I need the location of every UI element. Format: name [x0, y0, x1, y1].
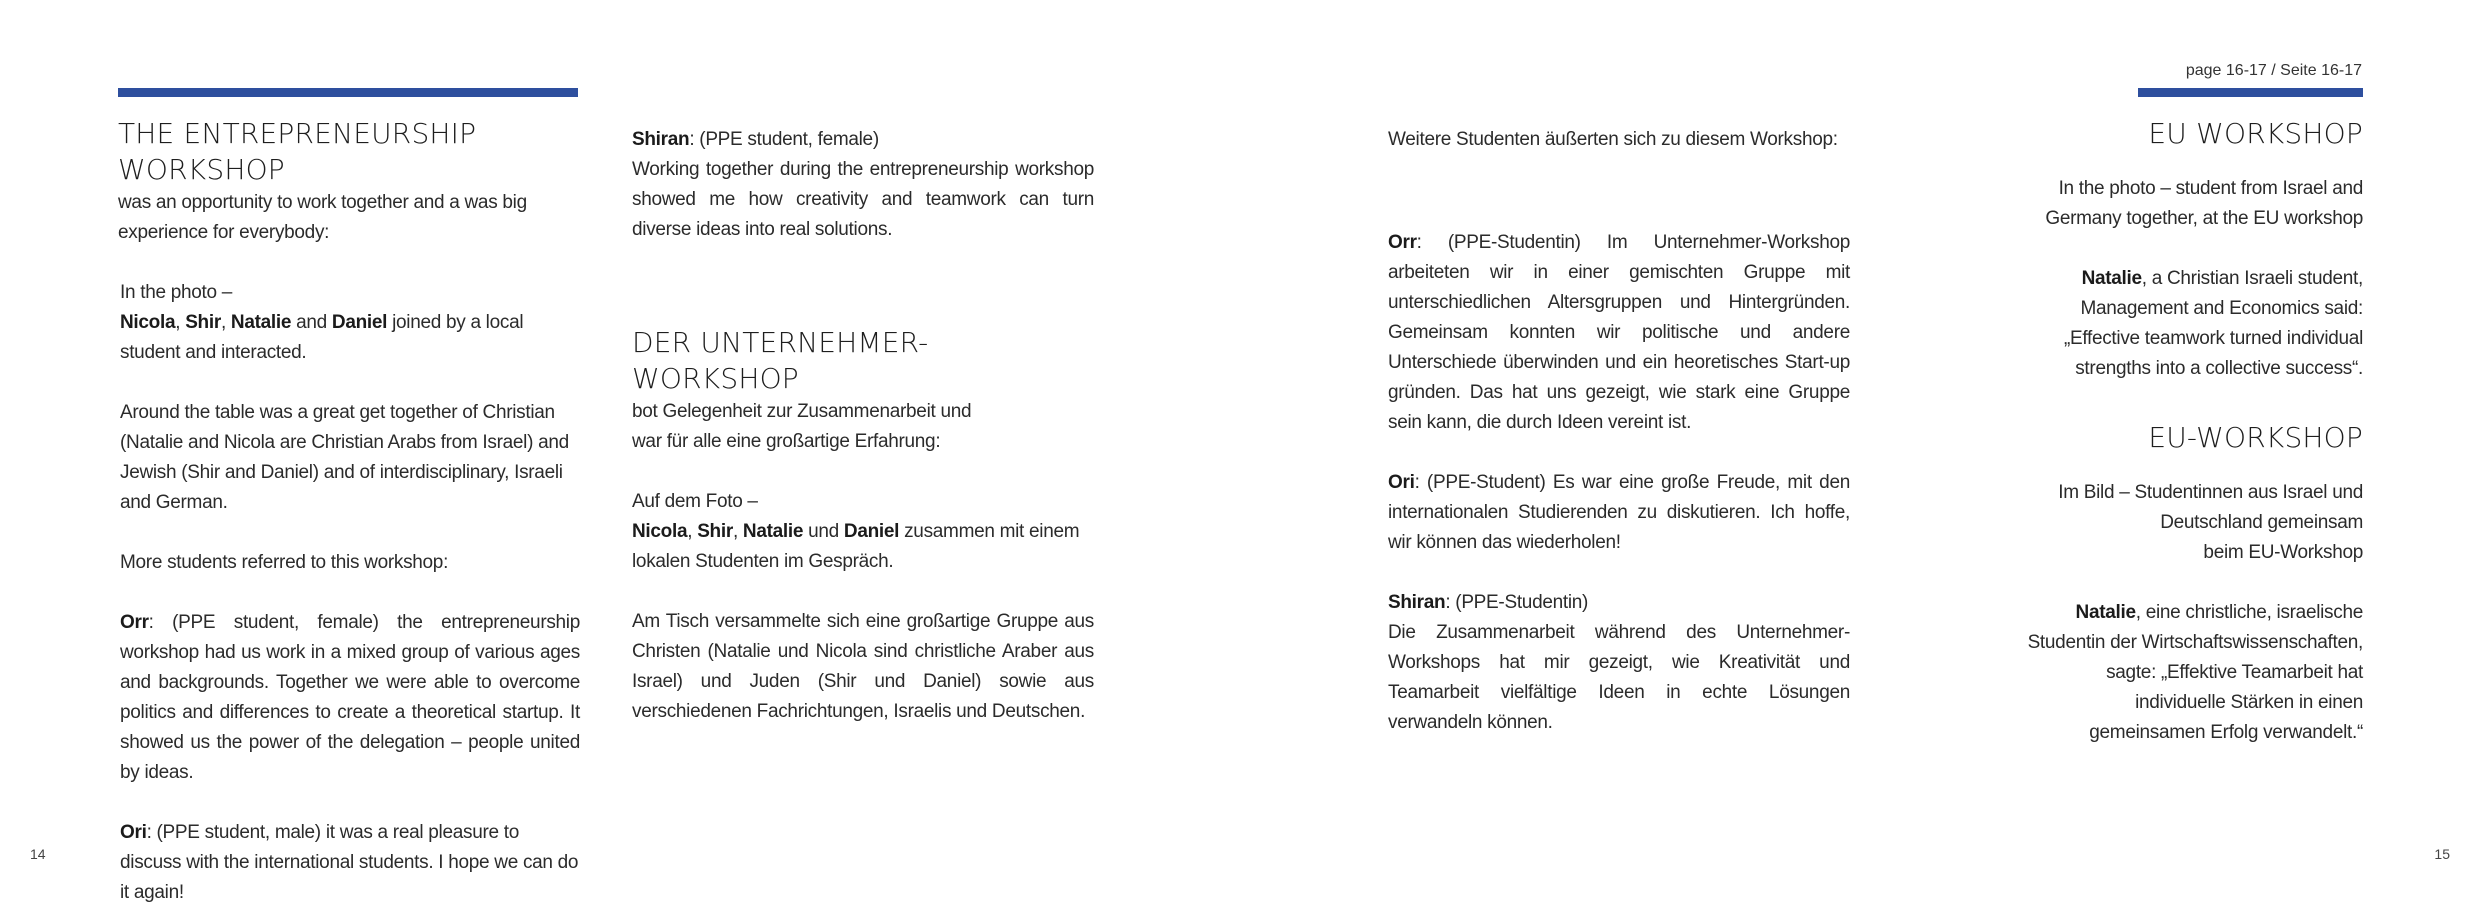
intro-text: [118, 188, 580, 248]
name-orr: Orr: [120, 612, 149, 633]
photo-caption: In the photo – Nicola, Shir, Natalie and Daniel joined by a local student and interacted.: [120, 282, 524, 363]
heading-eu-workshop-de: EU-WORKSHOP: [2148, 421, 2363, 454]
page-number-left: 14: [30, 846, 46, 862]
shiran-role-de: : (PPE-Studentin): [1445, 592, 1589, 613]
quote-shiran: [632, 125, 1094, 245]
name-shir: Shir: [697, 521, 733, 542]
photo-caption-de: Auf dem Foto – Nicola, Shir, Natalie und Daniel zusammen mit einem lokalen Studenten im Gespräch.: [632, 491, 1080, 572]
page-header-label: page 16-17 / Seite 16-17: [2185, 62, 2362, 79]
quote-ori-de-text: : (PPE-Student) Es war eine große Freude, mit den internationalen Studierenden zu diskutieren. Ich hoffe, wir können das wiederholen!: [1388, 472, 1850, 553]
intro-weitere-studenten: Weitere Studenten äußerten sich zu diesem Workshop:: [1388, 129, 1838, 150]
heading-entrepreneurship-workshop: THE ENTREPRENEURSHIP WORKSHOP: [118, 117, 477, 186]
table-paragraph-de: Am Tisch versammelte sich eine großartige Gruppe aus Christen (Natalie und Nicola sind christliche Araber aus Israel) und Juden (Shir und Daniel) sowie aus verschiedenen Fachrichtungen, Israelis und Deutschen.: [632, 611, 1094, 722]
heading-unternehmer-workshop: DER UNTERNEHMER-WORKSHOP: [632, 326, 929, 395]
photo-caption-eu-de: [1960, 478, 2363, 568]
name-daniel: Daniel: [331, 312, 388, 333]
name-natalie: Natalie: [742, 521, 804, 542]
natalie-en-line-4: strengths into a collective success“.: [2075, 358, 2363, 379]
natalie-en-line-3: „Effective teamwork turned individual: [2063, 328, 2363, 349]
quote-shiran-de-text: Die Zusammenarbeit während des Unternehmer-Workshops hat mir gezeigt, wie Kreativität und Teamarbeit vielfältige Ideen in echte Lösungen verwandeln können.: [1388, 622, 1850, 733]
more-students-line: More students referred to this workshop:: [120, 552, 449, 573]
natalie-de-line-3: sagte: „Effektive Teamarbeit hat: [2106, 662, 2363, 683]
name-orr: Orr: [1388, 232, 1417, 253]
page-number-right: 15: [2434, 846, 2450, 862]
quote-natalie-de: [1960, 598, 2363, 748]
quote-orr-de-text: : (PPE-Studentin) Im Unternehmer-Workshop arbeiteten wir in einer gemischten Gruppe mit unterschiedlichen Altersgruppen und Hintergründen. Gemeinsam konnten wir politische und andere Unterschiede überwinden und ein heoretisches Start-up gründen. Das hat uns gezeigt, wie stark eine Gruppe sein kann, die durch Ideen vereint ist.: [1388, 232, 1850, 433]
natalie-de-line-4: individuelle Stärken in einen: [2135, 692, 2363, 713]
photo-caption-eu-en: [1960, 174, 2363, 234]
photo-caption-rest: joined by a local student and interacted.: [120, 312, 524, 363]
name-natalie: Natalie: [2075, 602, 2136, 623]
column-eu-workshop: [1960, 116, 2363, 748]
name-natalie: Natalie: [230, 312, 292, 333]
intro-de-line-2: war für alle eine großartige Erfahrung:: [632, 431, 941, 452]
accent-bar-right: [2138, 88, 2363, 97]
quote-orr-text: : (PPE student, female) the entrepreneurship workshop had us work in a mixed group of various ages and backgrounds. Together we were able to overcome politics and differences to create a theoretical startup. It showed us the power of the delegation – people united by ideas.: [120, 612, 580, 783]
name-nicola: Nicola: [632, 521, 688, 542]
shiran-role: : (PPE student, female): [689, 129, 879, 150]
column-german-quotes: [1388, 125, 1850, 738]
name-shiran: Shiran: [1388, 592, 1446, 613]
quote-ori: [118, 818, 580, 908]
natalie-de-line-2: Studentin der Wirtschaftswissenschaften,: [2027, 632, 2363, 653]
name-nicola: Nicola: [120, 312, 176, 333]
name-ori: Ori: [1388, 472, 1415, 493]
photo-caption-de-rest: zusammen mit einem lokalen Studenten im Gespräch.: [632, 521, 1080, 572]
quote-natalie-en: [1960, 264, 2363, 384]
name-ori: Ori: [120, 822, 147, 843]
quote-shiran-de: [1388, 588, 1850, 738]
column-english-entrepreneurship: [118, 116, 580, 908]
natalie-de-line-5: gemeinsamen Erfolg verwandelt.“: [2089, 722, 2363, 743]
intro-line-2: experience for everybody:: [118, 222, 330, 243]
natalie-en-line-2: Management and Economics said:: [2080, 298, 2363, 319]
table-paragraph: Around the table was a great get together of Christian (Natalie and Nicola are Christian Arabs from Israel) and Jewish (Shir and Daniel) and of interdisciplinary, Israeli and German.: [120, 402, 569, 513]
quote-orr: [118, 608, 580, 788]
photo-eu-en-line-1: In the photo – student from Israel and: [2058, 178, 2363, 199]
name-natalie: Natalie: [2081, 268, 2142, 289]
name-daniel: Daniel: [843, 521, 900, 542]
photo-eu-de-line-3: beim EU-Workshop: [2203, 542, 2363, 563]
intro-line-1: was an opportunity to work together and a was big: [118, 192, 527, 213]
intro-de-line-1: bot Gelegenheit zur Zusammenarbeit und: [632, 401, 972, 422]
photo-eu-de-line-2: Deutschland gemeinsam: [2160, 512, 2363, 533]
photo-eu-en-line-2: Germany together, at the EU workshop: [2045, 208, 2363, 229]
natalie-en-line-1: , a Christian Israeli student,: [2141, 268, 2363, 289]
name-shiran: Shiran: [632, 129, 690, 150]
intro-text-de: [632, 397, 1094, 457]
accent-bar-left: [118, 88, 578, 97]
photo-caption-de-lead: Auf dem Foto –: [632, 491, 758, 512]
name-shir: Shir: [185, 312, 221, 333]
quote-ori-de: [1388, 468, 1850, 558]
column-english-german-entrepreneurship: [632, 125, 1094, 727]
quote-ori-text: : (PPE student, male) it was a real pleasure to discuss with the international students. I hope we can do it again!: [120, 822, 579, 903]
photo-caption-lead: In the photo –: [120, 282, 233, 303]
quote-shiran-text: Working together during the entrepreneurship workshop showed me how creativity and teamwork can turn diverse ideas into real solutions.: [632, 159, 1094, 240]
photo-eu-de-line-1: Im Bild – Studentinnen aus Israel und: [2058, 482, 2363, 503]
heading-eu-workshop: EU WORKSHOP: [2148, 117, 2363, 150]
natalie-de-line-1: , eine christliche, israelische: [2135, 602, 2363, 623]
quote-orr-de: [1388, 228, 1850, 438]
